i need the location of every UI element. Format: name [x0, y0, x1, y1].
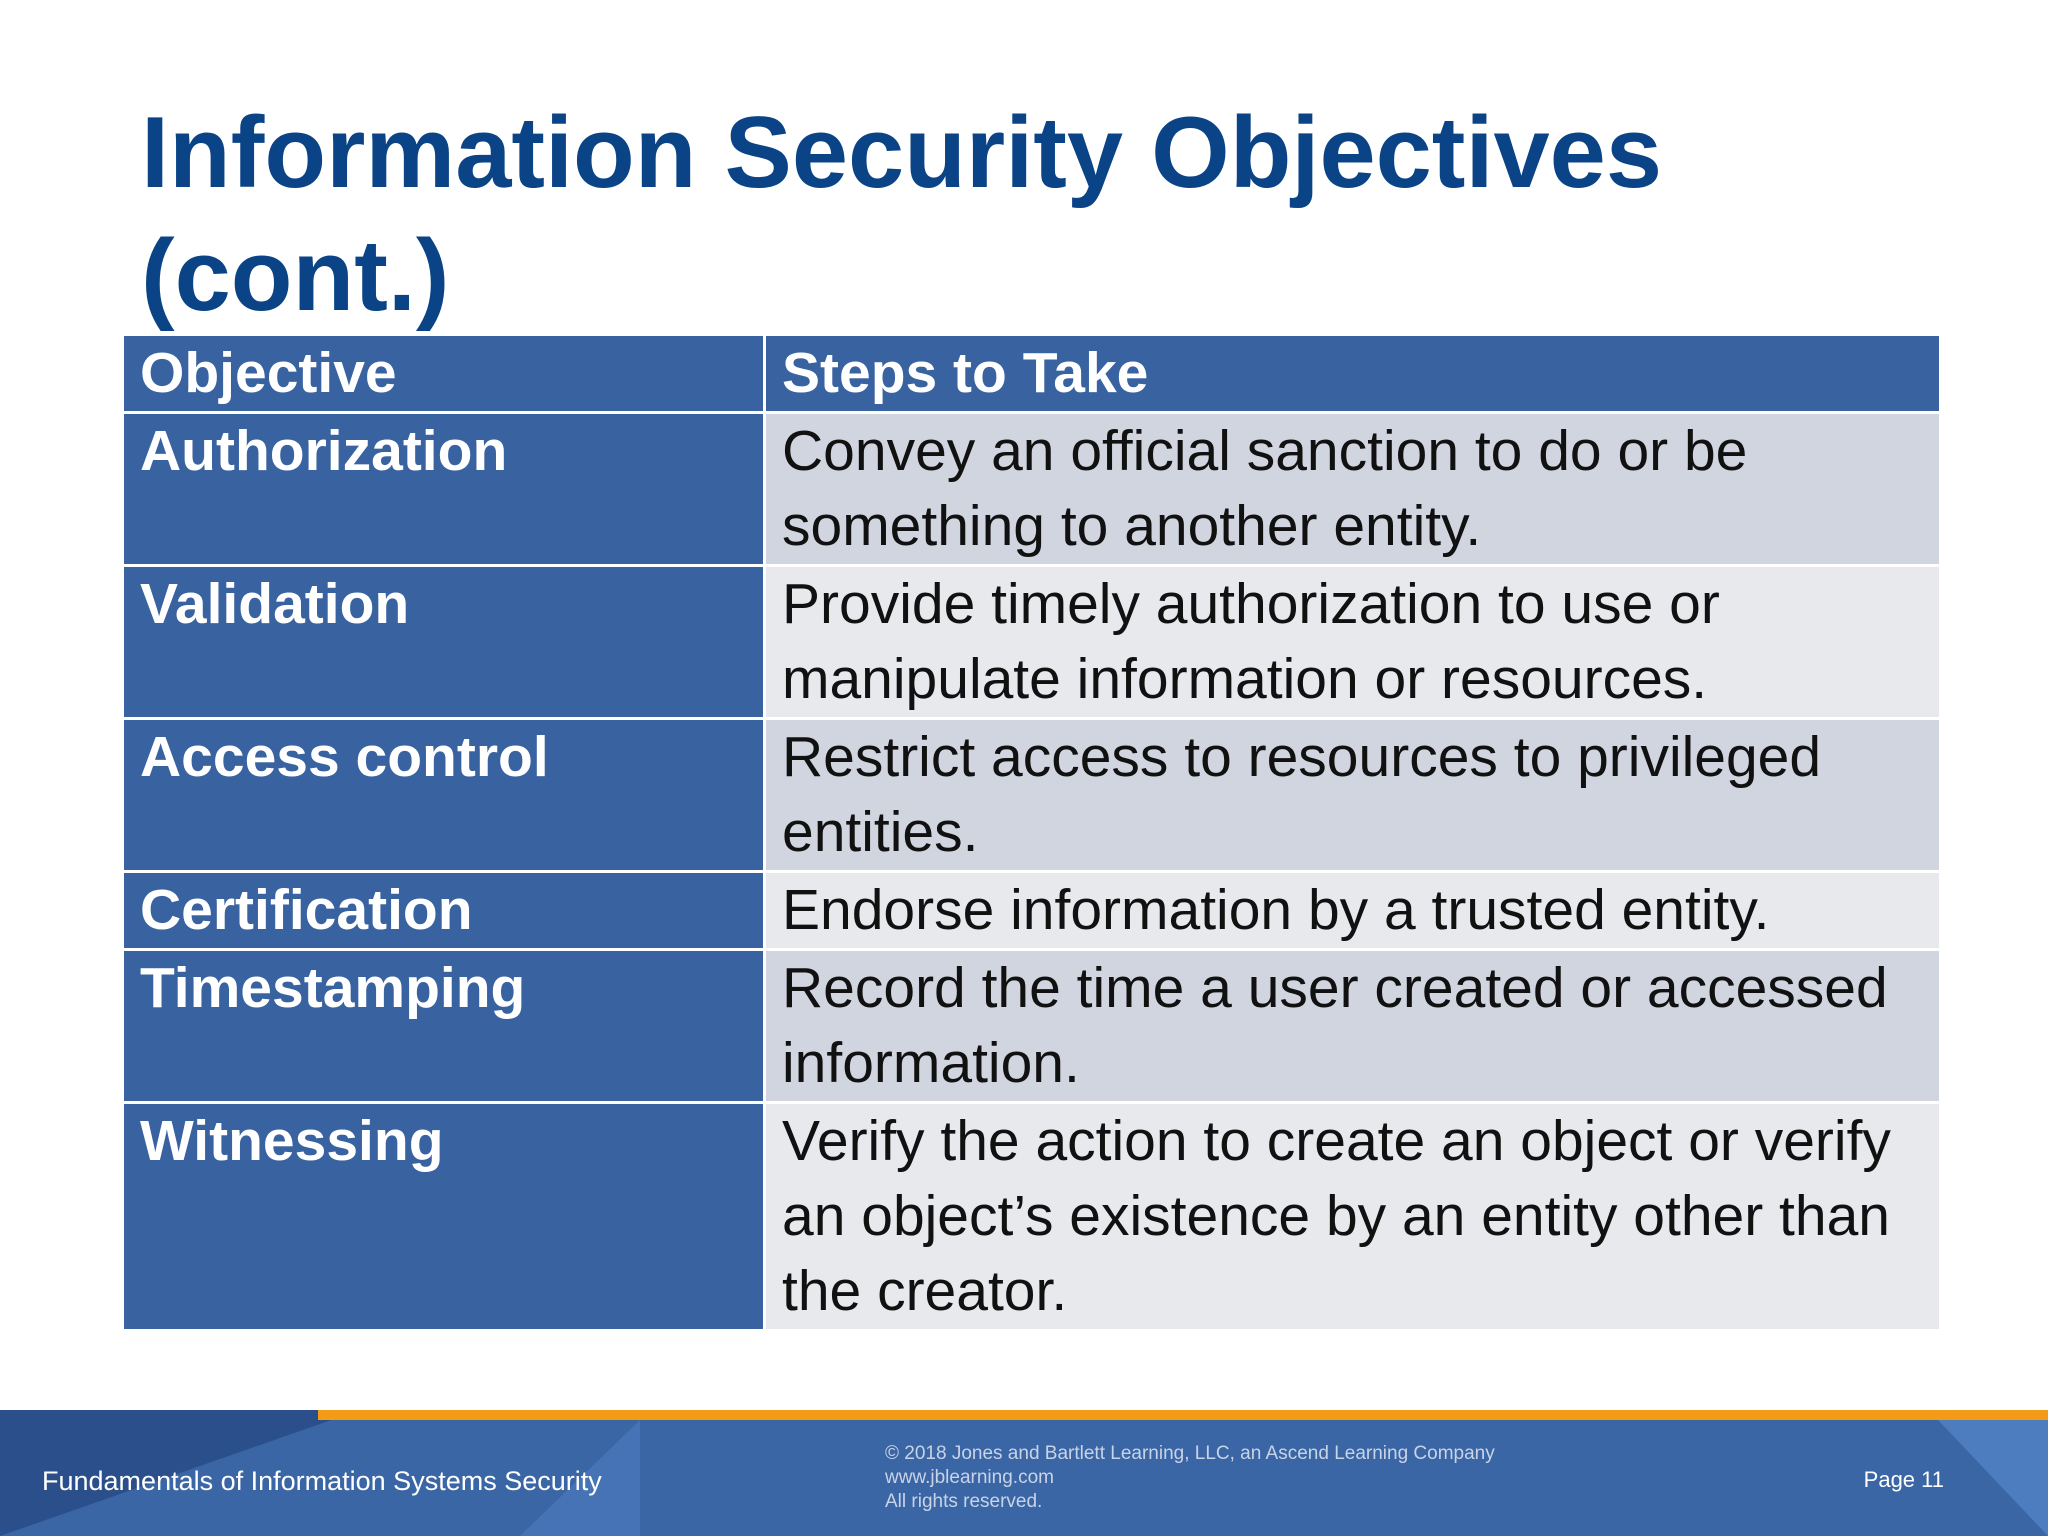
table-header-row [123, 335, 1941, 413]
objective-cell: Validation [123, 566, 765, 719]
page-number: Page 11 [1863, 1467, 1944, 1492]
table-row [123, 413, 1941, 566]
steps-cell: Record the time a user created or accessed information. [765, 950, 1941, 1103]
objective-cell: Timestamping [123, 950, 765, 1103]
footer-bar [0, 1410, 2048, 1536]
header-steps: Steps to Take [765, 335, 1941, 413]
website-line: www.jblearning.com [885, 1467, 1054, 1488]
steps-cell: Provide timely authorization to use or manipulate information or resources. [765, 566, 1941, 719]
course-title: Fundamentals of Information Systems Security [42, 1466, 602, 1496]
table-row [123, 950, 1941, 1103]
steps-cell: Endorse information by a trusted entity. [765, 872, 1941, 950]
table-row [123, 566, 1941, 719]
objective-cell: Authorization [123, 413, 765, 566]
steps-cell: Verify the action to create an object or verify an object’s existence by an entity other than the creator. [765, 1103, 1941, 1331]
footer-decoration [1938, 1420, 2048, 1536]
footer-accent-stripe [318, 1410, 2048, 1420]
objectives-table [121, 333, 1942, 1332]
header-objective: Objective [123, 335, 765, 413]
objective-cell: Certification [123, 872, 765, 950]
objective-cell: Witnessing [123, 1103, 765, 1331]
table-row [123, 872, 1941, 950]
objective-cell: Access control [123, 719, 765, 872]
slide-title: Information Security Objectives (cont.) [141, 97, 1663, 332]
table-row [123, 719, 1941, 872]
copyright-line: © 2018 Jones and Bartlett Learning, LLC, an Ascend Learning Company [885, 1443, 1495, 1464]
rights-line: All rights reserved. [885, 1491, 1043, 1512]
steps-cell: Convey an official sanction to do or be something to another entity. [765, 413, 1941, 566]
copyright-block [885, 1442, 1495, 1514]
steps-cell: Restrict access to resources to privileged entities. [765, 719, 1941, 872]
table-row [123, 1103, 1941, 1331]
